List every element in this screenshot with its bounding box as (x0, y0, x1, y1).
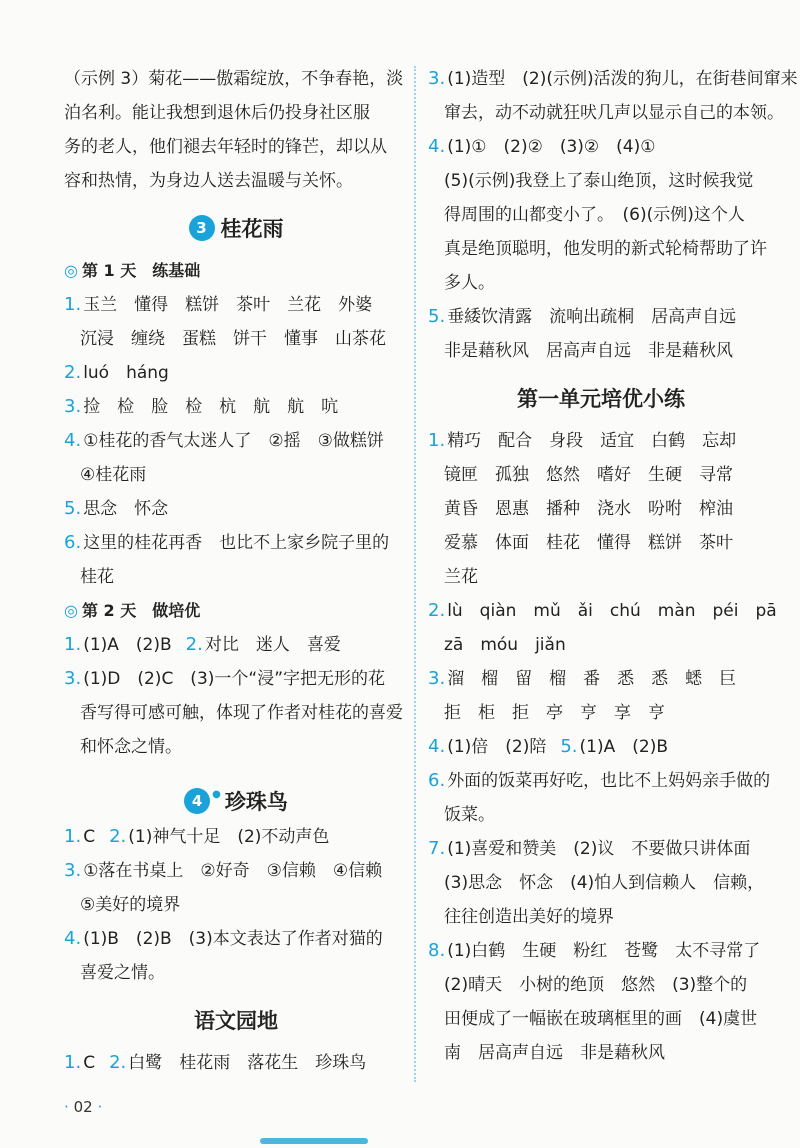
answer-line: 多人。 (444, 273, 495, 293)
page-number: · 02 · (64, 1098, 103, 1116)
intro-line: 泊名利。能让我想到退休后仍投身社区服 (64, 103, 370, 123)
day-2-heading: ◎ 第 2 天 做培优 (64, 601, 201, 620)
answer-line: (2)晴天 小树的绝顶 悠然 (3)整个的 (444, 975, 748, 995)
lesson-number-badge: 4 (184, 788, 210, 814)
answer-line: 5. 垂緌饮清露 流响出疏桐 居高声自远 (428, 306, 737, 327)
section-title-text: 第一单元培优小练 (517, 387, 685, 411)
answer-line: (5)(示例)我登上了泰山绝顶，这时候我觉 (444, 171, 754, 191)
answer-line: 和怀念之情。 (80, 737, 182, 757)
answer-line: 5. 思念 怀念 (64, 498, 169, 519)
ring-icon: ◎ (64, 601, 78, 620)
answer-line: 香写得可感可触，体现了作者对桂花的喜爱 (80, 703, 403, 723)
answer-line: 3. (1)造型 (2)(示例)活泼的狗儿，在街巷间窜来 (428, 68, 798, 89)
answer-line: 桂花 (80, 567, 114, 587)
intro-line: 务的老人，他们褪去年轻时的锋芒，却以从 (64, 137, 387, 157)
answer-line: 得周围的山都变小了。 (6)(示例)这个人 (444, 205, 745, 225)
answer-line: 3. (1)D (2)C (3)一个“浸”字把无形的花 (64, 668, 386, 689)
yuwen-yuandi-title (64, 996, 408, 1046)
dot-icon: · (64, 1098, 69, 1116)
answer-line: 3. 捡 检 脸 检 杭 航 航 吭 (64, 396, 339, 417)
answer-line: 3. 溜 榴 留 榴 番 悉 悉 蟋 巨 (428, 668, 737, 689)
answer-line: 4. ①桂花的香气太迷人了 ②摇 ③做糕饼 (64, 430, 384, 451)
answer-line: 2. lù qiàn mǔ ǎi chú màn péi pā (428, 600, 777, 621)
answer-line: 南 居高声自远 非是藉秋风 (444, 1043, 665, 1063)
answer-line: 窜去，动不动就狂吠几声以显示自己的本领。 (444, 103, 784, 123)
dot-icon: ● (212, 789, 221, 800)
answer-line: 1. 精巧 配合 身段 适宜 白鹤 忘却 (428, 430, 737, 451)
answer-line: 7. (1)喜爱和赞美 (2)议 不要做只讲体面 (428, 838, 751, 859)
unit-1-title (428, 374, 774, 424)
answer-line: 真是绝顶聪明，他发明的新式轮椅帮助了许 (444, 239, 767, 259)
column-divider (414, 66, 416, 1082)
answer-line: 1. C 2. 白鹭 桂花雨 落花生 珍珠鸟 (64, 1052, 367, 1073)
answer-line: 黄昏 恩惠 播种 浇水 吩咐 榨油 (444, 499, 733, 519)
answer-line: 田便成了一幅嵌在玻璃框里的画 (4)虞世 (444, 1009, 758, 1029)
dot-icon: · (97, 1098, 103, 1116)
answer-line: 沉浸 缠绕 蛋糕 饼干 懂事 山茶花 (80, 329, 386, 349)
answer-line: 爱慕 体面 桂花 懂得 糕饼 茶叶 (444, 533, 733, 553)
day-1-heading: ◎ 第 1 天 练基础 (64, 261, 201, 280)
left-column (64, 62, 408, 1080)
answer-line: 饭菜。 (444, 805, 495, 825)
intro-line: 容和热情，为身边人送去温暖与关怀。 (64, 171, 353, 191)
answer-line: 1. 玉兰 懂得 糕饼 茶叶 兰花 外婆 (64, 294, 373, 315)
answer-line: 8. (1)白鹤 生硬 粉红 苍鹭 太不寻常了 (428, 940, 761, 961)
answer-line: 2. luó háng (64, 362, 169, 383)
answer-line: zā móu jiǎn (444, 635, 566, 655)
lesson-title-text: 珍珠鸟 (224, 790, 288, 814)
lesson-3-title (64, 204, 408, 254)
lesson-number-badge: 3 (189, 215, 215, 241)
answer-line: 喜爱之情。 (80, 963, 165, 983)
lesson-title-text: 桂花雨 (220, 217, 284, 241)
answer-line: 6. 这里的桂花再香 也比不上家乡院子里的 (64, 532, 390, 553)
ring-icon: ◎ (64, 261, 78, 280)
answer-line: 4. (1)① (2)② (3)② (4)① (428, 136, 656, 157)
answer-line: 4. (1)B (2)B (3)本文表达了作者对猫的 (64, 928, 383, 949)
answer-line: 镜匣 孤独 悠然 嗜好 生硬 寻常 (444, 465, 733, 485)
right-column (428, 62, 798, 1070)
answer-line: 6. 外面的饭菜再好吃，也比不上妈妈亲手做的 (428, 770, 771, 791)
bottom-decor-bar (260, 1138, 368, 1144)
answer-line: 往往创造出美好的境界 (444, 907, 614, 927)
answer-line: 1. C 2. (1)神气十足 (2)不动声色 (64, 826, 330, 847)
lesson-4-title (64, 770, 408, 820)
answer-line: ⑤美好的境界 (80, 895, 181, 915)
answer-line: 非是藉秋风 居高声自远 非是藉秋风 (444, 341, 733, 361)
answer-line: 1. (1)A (2)B 2. 对比 迷人 喜爱 (64, 634, 341, 655)
answer-line: 兰花 (444, 567, 478, 587)
answer-line: ④桂花雨 (80, 465, 147, 485)
answer-line: 3. ①落在书桌上 ②好奇 ③信赖 ④信赖 (64, 860, 383, 881)
answer-line: 拒 柜 拒 亭 亨 享 亨 (444, 703, 665, 723)
answer-line: (3)思念 怀念 (4)怕人到信赖人 信赖， (444, 873, 765, 893)
section-title-text: 语文园地 (194, 1009, 278, 1033)
intro-line: （示例 3）菊花——傲霜绽放，不争春艳，淡 (64, 69, 404, 89)
answer-line: 4. (1)倍 (2)陪 5. (1)A (2)B (428, 736, 668, 757)
